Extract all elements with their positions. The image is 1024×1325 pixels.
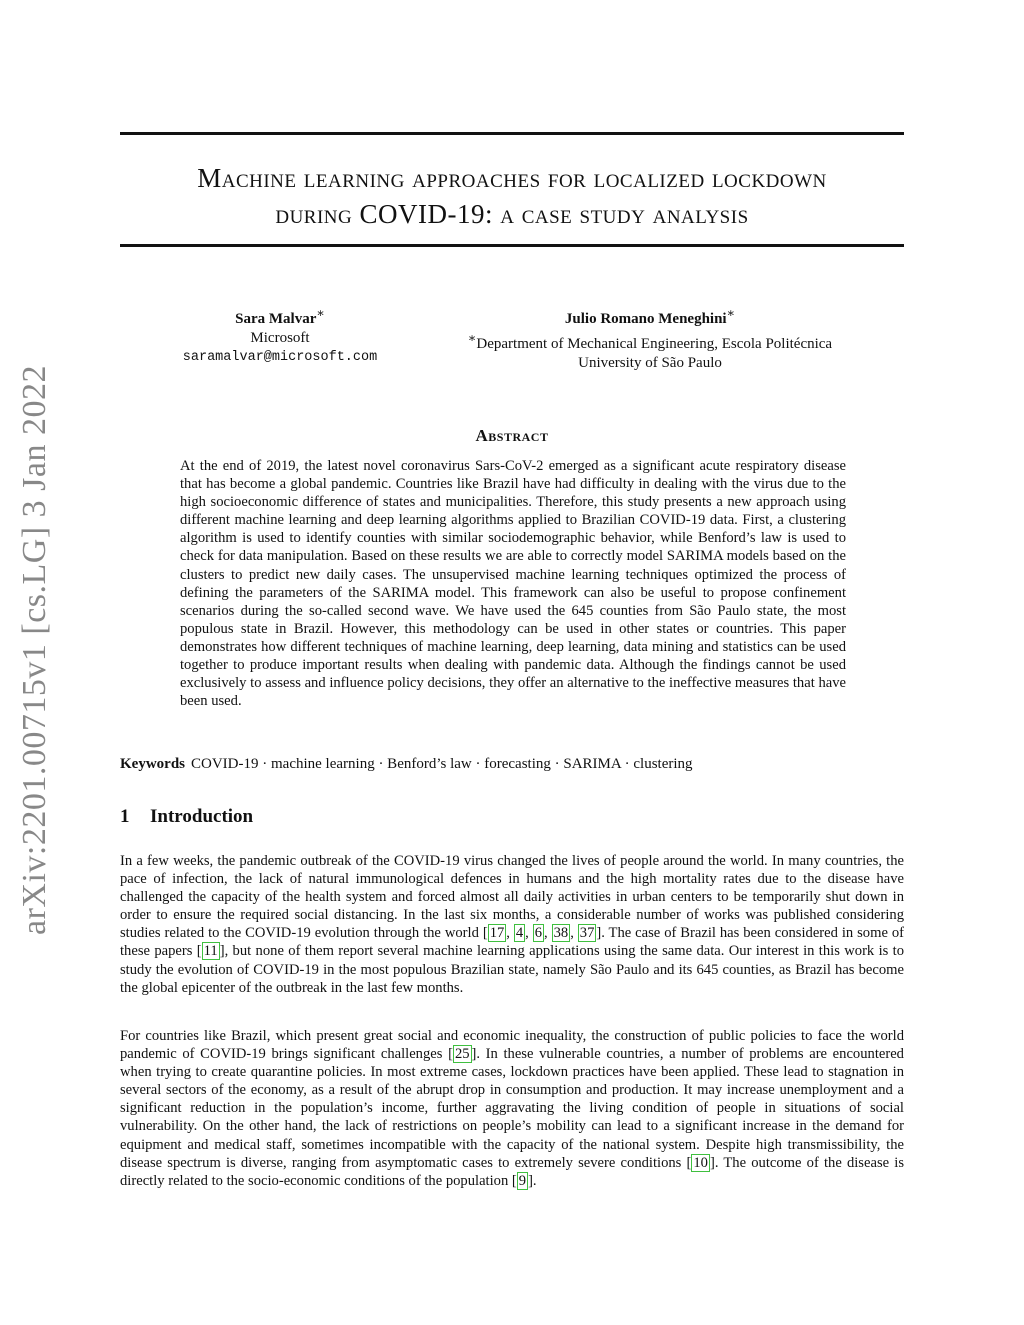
intro-paragraph-2 [120,1027,904,1190]
p1-text-middle: ]. The case of Brazil has been considered in some of these papers [ [120,925,905,960]
p1-text-before: In a few weeks, the pandemic outbreak of the COVID-19 virus changed the lives of people around the world. In many countries, the pace of infection, the lack of natural immunological defences in humans and the high mortality rates due to the disease have challenged the capacity of the health system and forced almost all daily activities in urban centers to be temporarily shut down in order to ensure the required social distancing. In the last six months, a considerable number of works was published considering studies related to the COVID-19 evolution through the world [ [120,853,904,942]
author-2 [430,304,870,373]
citation-link[interactable]: 6 [534,925,543,942]
keywords-label: Keywords [120,756,185,772]
paper-title [120,160,904,232]
arxiv-id: arXiv:2201.00715v1 [cs.LG] 3 Jan 2022 [16,365,54,935]
author-2-name: Julio Romano Meneghini [564,311,727,327]
citation-link[interactable]: 9 [518,1172,527,1189]
keywords [120,756,904,773]
citation-link[interactable]: 10 [693,1154,708,1171]
author-2-affiliation: Department of Mechanical Engineering, Escola Politécnica [476,336,833,352]
author-2-mark: ∗ [726,306,736,320]
p2-text-middle: ]. In these vulnerable countries, a number of problems are encountered when trying to create quarantine policies. In most extreme cases, lockdown practices have been applied. These lead to stagnation in several sectors of the economy, as a result of the abrupt drop in consumption and production. It may increase unemployment and a significant reduction in the population’s income, further aggravating the living condition of people in situations of social vulnerability. On the other hand, the lack of restrictions on people’s mobility can lead to a significant increase in the demand for equipment and medical staff, sometimes incompatible with the capacity of the national system. Despite high transmissibility, the disease spectrum is diverse, ranging from asymptomatic cases to extremely severe conditions [ [120,1046,904,1171]
arxiv-watermark [5,365,65,935]
citation-link[interactable]: 4 [515,925,524,942]
citation-link[interactable]: 25 [454,1046,470,1063]
author-1-mark: ∗ [316,306,325,320]
citation-link[interactable]: 17 [489,925,505,942]
section-title: Introduction [150,806,254,827]
title-rule-bottom [120,244,904,247]
p2-text-before: For countries like Brazil, which present great social and economic inequality, the construction of public policies to face the world pandemic of COVID-19 brings significant challenges [ [120,1028,904,1063]
citation-link[interactable]: 11 [203,943,218,960]
abstract-heading: Abstract [475,426,549,445]
author-1 [150,304,410,367]
p1-text-after: ], but none of them report several machine learning applications using the same data. Our interest in this work is to study the evolution of COVID-19 in the most populous Brazilian state, namely São Paulo and its 645 counties, as Brazil has become the global epicenter of the outbreak in the last few months. [120,943,905,996]
section-number: 1 [120,806,130,827]
citation-link[interactable]: 37 [579,925,595,942]
author-1-name: Sara Malvar [235,311,317,327]
author-1-email[interactable]: saramalvar@microsoft.com [182,350,378,365]
title-line-1: Machine learning approaches for localized lockdown [197,163,827,193]
intro-paragraph-1: In a few weeks, the pandemic outbreak of the COVID-19 virus changed the lives of people around the world. In many countries, the pace of infection, the lack of natural immunological defences in humans and the high mortality rates due to the disease have challenged the capacity of the health system and forced almost all daily activities in urban centers to be temporarily shut down in order to ensure the required social distancing. In the last six months, a considerable number of works was published considering studies related to the COVID-19 evolution through the world [ 17 , 4 , 6 , 38 , 37 ]. The case of Brazil has been considered in some of these papers [ 11 ], but none of them report several machine learning applications using the same data. Our interest in this work is to study the evolution of COVID-19 in the most populous Brazilian state, namely São Paulo and its 645 counties, as Brazil has become the global epicenter of the outbreak in the last few months. [120,853,905,996]
title-rule-top [120,132,904,135]
author-2-affiliation-2: University of São Paulo [578,355,722,371]
citation-link[interactable]: 38 [553,925,569,942]
author-2-affiliation-mark: ∗ [467,331,477,345]
p2-text-after: ]. [528,1172,537,1189]
author-1-affiliation: Microsoft [250,330,310,346]
section-heading [120,806,253,828]
title-line-2: during COVID-19: a case study analysis [275,199,749,229]
keywords-text: COVID-19 · machine learning · Benford’s law · forecasting · SARIMA · clustering [191,756,693,772]
abstract-text: At the end of 2019, the latest novel coronavirus Sars-CoV-2 emerged as a significant acute respiratory disease that has become a global pandemic. Countries like Brazil have had difficulty in dealing with the virus due to the high socioeconomic difference of states and municipalities. Therefore, this study presents a new approach using different machine learning and deep learning algorithms applied to Brazilian COVID-19 data. First, a clustering algorithm is used to identify counties with similar sociodemographic behavior, while Benford’s law is used to check for data manipulation. Based on these results we are able to correctly model SARIMA models based on the clusters to predict new daily cases. The unsupervised machine learning techniques optimized the process of defining the parameters of the SARIMA model. This framework can also be useful to propose confinement scenarios during the so-called second wave. We have used the 645 counties from São Paulo state, the most populous state in Brazil. However, this methodology can be used in other states or countries. This paper demonstrates how different techniques of machine learning, deep learning, data mining and statistics can be used together to produce important results when dealing with pandemic data. Although the findings cannot be used exclusively to assess and influence policy decisions, they offer an alternative to the ineffective measures that have been used. [180,458,846,710]
p2-text-middle-2: ]. The outcome of the disease is directly related to the socio-economic conditions of the population [ [120,1154,904,1189]
